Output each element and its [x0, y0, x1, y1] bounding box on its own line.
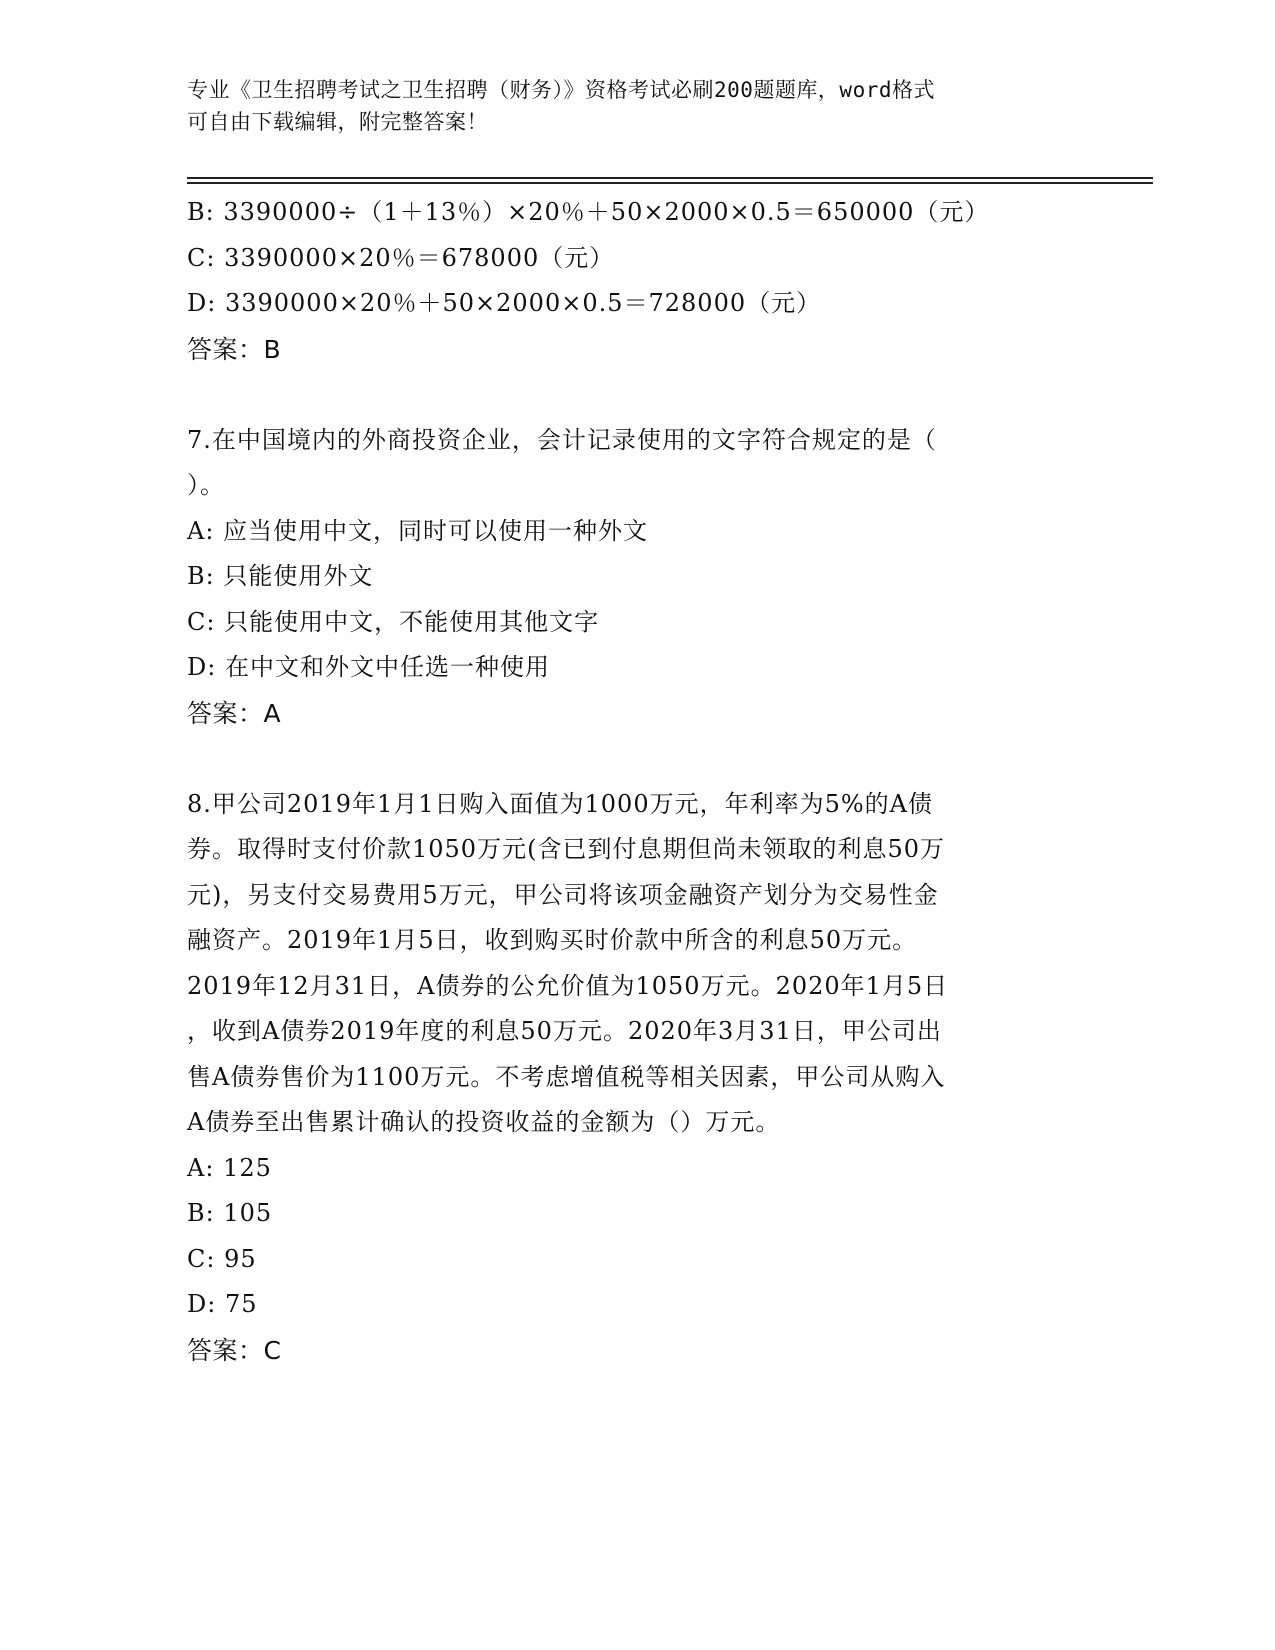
q7-answer: 答案：A — [187, 698, 282, 728]
spacer — [187, 736, 1087, 782]
q8-stem-line: 融资产。2019年1月5日，收到购买时价款中所含的利息50万元。 — [187, 926, 918, 954]
q7-option-a: A: 应当使用中文，同时可以使用一种外文 — [187, 516, 649, 545]
q6-option-c: C: 3390000×20％＝678000（元） — [187, 243, 615, 272]
q8-stem-line: 元)，另支付交易费用5万元，甲公司将该项金融资产划分为交易性金 — [187, 880, 939, 909]
document-body — [187, 190, 1087, 1373]
q6-option-b: B: 3390000÷（1＋13％）×20％＋50×2000×0.5＝650000（元） — [187, 198, 990, 226]
q8-stem-line: ，收到A债券2019年度的利息50万元。2020年3月31日，甲公司出 — [187, 1017, 942, 1045]
q7-option-d: D: 在中文和外文中任选一种使用 — [187, 653, 550, 681]
q6-answer: 答案：B — [187, 334, 282, 364]
q8-stem-line: 售A债券售价为1100万元。不考虑增值税等相关因素，甲公司从购入 — [187, 1062, 946, 1091]
q8-stem-line: 券。取得时支付价款1050万元(含已到付息期但尚未领取的利息50万 — [187, 835, 945, 863]
q7-option-b: B: 只能使用外文 — [187, 562, 374, 590]
q7-stem-line-1: 7.在中国境内的外商投资企业，会计记录使用的文字符合规定的是（ — [187, 425, 937, 454]
q6-option-d: D: 3390000×20％＋50×2000×0.5＝728000（元） — [187, 289, 822, 317]
q8-answer: 答案：C — [187, 1335, 282, 1365]
header-title-line-2: 可自由下载编辑，附完整答案！ — [187, 110, 488, 134]
header-divider-top — [187, 177, 1153, 179]
q7-option-c: C: 只能使用中文，不能使用其他文字 — [187, 607, 600, 636]
q8-stem-line: 2019年12月31日，A债券的公允价值为1050万元。2020年1月5日 — [187, 971, 949, 1000]
q8-option-a: A: 125 — [187, 1153, 272, 1182]
spacer — [187, 372, 1087, 418]
q8-option-c: C: 95 — [187, 1244, 257, 1273]
header-divider-bottom — [187, 182, 1153, 184]
q7-stem-line-2: ）。 — [187, 471, 225, 499]
q8-stem-line: A债券至出售累计确认的投资收益的金额为（）万元。 — [187, 1108, 781, 1136]
q8-stem-line: 8.甲公司2019年1月1日购入面值为1000万元，年利率为5%的A债 — [187, 789, 933, 818]
header-title-line-1: 专业《卫生招聘考试之卫生招聘（财务）》资格考试必刷200题题库，word格式 — [187, 78, 935, 102]
q8-option-d: D: 75 — [187, 1290, 258, 1318]
q8-option-b: B: 105 — [187, 1199, 273, 1227]
page-header — [187, 74, 1067, 138]
